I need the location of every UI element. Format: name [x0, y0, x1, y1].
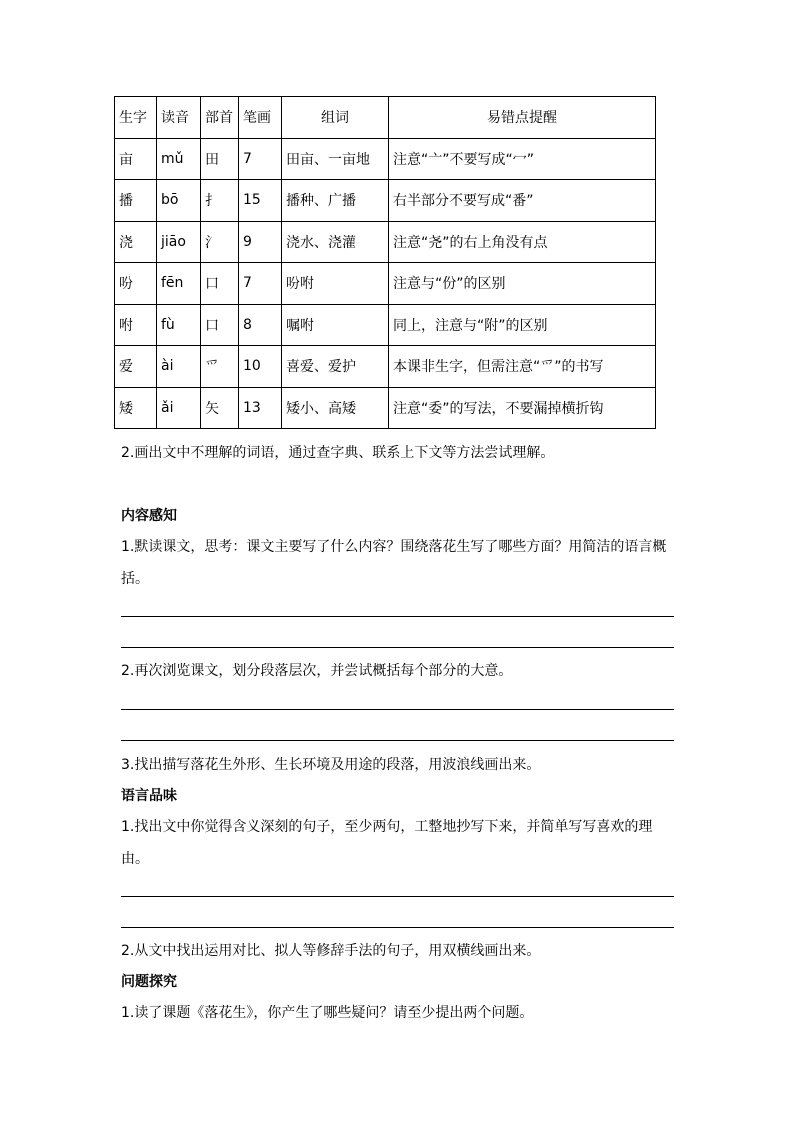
- strokes-cell: 7: [239, 138, 282, 180]
- radical-cell: 扌: [201, 180, 239, 222]
- radical-cell: 爫: [201, 346, 239, 388]
- header-cell: 部首: [201, 97, 239, 139]
- section-heading-inquiry: 问题探究: [121, 974, 177, 990]
- answer-line[interactable]: [121, 647, 674, 648]
- char-cell: 亩: [115, 138, 157, 180]
- strokes-cell: 10: [239, 346, 282, 388]
- pinyin-cell: mǔ: [157, 138, 201, 180]
- table-row: [115, 263, 656, 305]
- strokes-cell: 7: [239, 263, 282, 305]
- header-cell: 读音: [157, 97, 201, 139]
- table-row: [115, 221, 656, 263]
- words-cell: 播种、广播: [282, 180, 389, 222]
- pinyin-cell: fù: [157, 304, 201, 346]
- answer-line[interactable]: [121, 927, 674, 928]
- char-cell: 爱: [115, 346, 157, 388]
- words-cell: 矮小、高矮: [282, 387, 389, 429]
- intro-item-2: 2.画出文中不理解的词语，通过查字典、联系上下文等方法尝试理解。: [121, 445, 555, 461]
- strokes-cell: 8: [239, 304, 282, 346]
- header-cell: 笔画: [239, 97, 282, 139]
- words-cell: 吩咐: [282, 263, 389, 305]
- pinyin-cell: ǎi: [157, 387, 201, 429]
- tip-cell: 注意“亠”不要写成“冖”: [389, 138, 656, 180]
- tip-cell: 注意“尧”的右上角没有点: [389, 221, 656, 263]
- char-cell: 咐: [115, 304, 157, 346]
- strokes-cell: 13: [239, 387, 282, 429]
- header-cell: 易错点提醒: [389, 97, 656, 139]
- section-heading-content: 内容感知: [121, 508, 177, 524]
- pinyin-cell: jiāo: [157, 221, 201, 263]
- answer-line[interactable]: [121, 616, 674, 617]
- content-question-2: 2.再次浏览课文，划分段落层次，并尝试概括每个部分的大意。: [121, 663, 513, 679]
- strokes-cell: 9: [239, 221, 282, 263]
- language-question-1: 1.找出文中你觉得含义深刻的句子，至少两句，工整地抄写下来，并简单写写喜欢的理由。: [121, 819, 653, 867]
- table-row: [115, 346, 656, 388]
- character-table: [114, 96, 656, 429]
- tip-cell: 注意与“份”的区别: [389, 263, 656, 305]
- table-row: [115, 387, 656, 429]
- tip-cell: 本课非生字，但需注意“爫”的书写: [389, 346, 656, 388]
- content-question-3: 3.找出描写落花生外形、生长环境及用途的段落，用波浪线画出来。: [121, 757, 541, 773]
- tip-cell: 右半部分不要写成“番”: [389, 180, 656, 222]
- table-row: [115, 138, 656, 180]
- answer-line[interactable]: [121, 740, 674, 741]
- char-cell: 浇: [115, 221, 157, 263]
- radical-cell: 田: [201, 138, 239, 180]
- language-question-2: 2.从文中找出运用对比、拟人等修辞手法的句子，用双横线画出来。: [121, 943, 541, 959]
- radical-cell: 矢: [201, 387, 239, 429]
- table-row: [115, 180, 656, 222]
- char-cell: 矮: [115, 387, 157, 429]
- words-cell: 嘱咐: [282, 304, 389, 346]
- strokes-cell: 15: [239, 180, 282, 222]
- tip-cell: 注意“委”的写法，不要漏掉横折钩: [389, 387, 656, 429]
- words-cell: 喜爱、爱护: [282, 346, 389, 388]
- char-cell: 吩: [115, 263, 157, 305]
- header-cell: 组词: [282, 97, 389, 139]
- table-header-row: [115, 97, 656, 139]
- radical-cell: 口: [201, 263, 239, 305]
- words-cell: 田亩、一亩地: [282, 138, 389, 180]
- char-cell: 播: [115, 180, 157, 222]
- tip-cell: 同上，注意与“附”的区别: [389, 304, 656, 346]
- pinyin-cell: fēn: [157, 263, 201, 305]
- content-question-1: 1.默读课文，思考：课文主要写了什么内容？围绕落花生写了哪些方面？用简洁的语言概括。: [121, 539, 667, 587]
- radical-cell: 口: [201, 304, 239, 346]
- table-row: [115, 304, 656, 346]
- words-cell: 浇水、浇灌: [282, 221, 389, 263]
- radical-cell: 氵: [201, 221, 239, 263]
- pinyin-cell: ài: [157, 346, 201, 388]
- answer-line[interactable]: [121, 709, 674, 710]
- answer-line[interactable]: [121, 896, 674, 897]
- inquiry-question-1: 1.读了课题《落花生》，你产生了哪些疑问？请至少提出两个问题。: [121, 1005, 534, 1021]
- header-cell: 生字: [115, 97, 157, 139]
- pinyin-cell: bō: [157, 180, 201, 222]
- section-heading-language: 语言品味: [121, 788, 177, 804]
